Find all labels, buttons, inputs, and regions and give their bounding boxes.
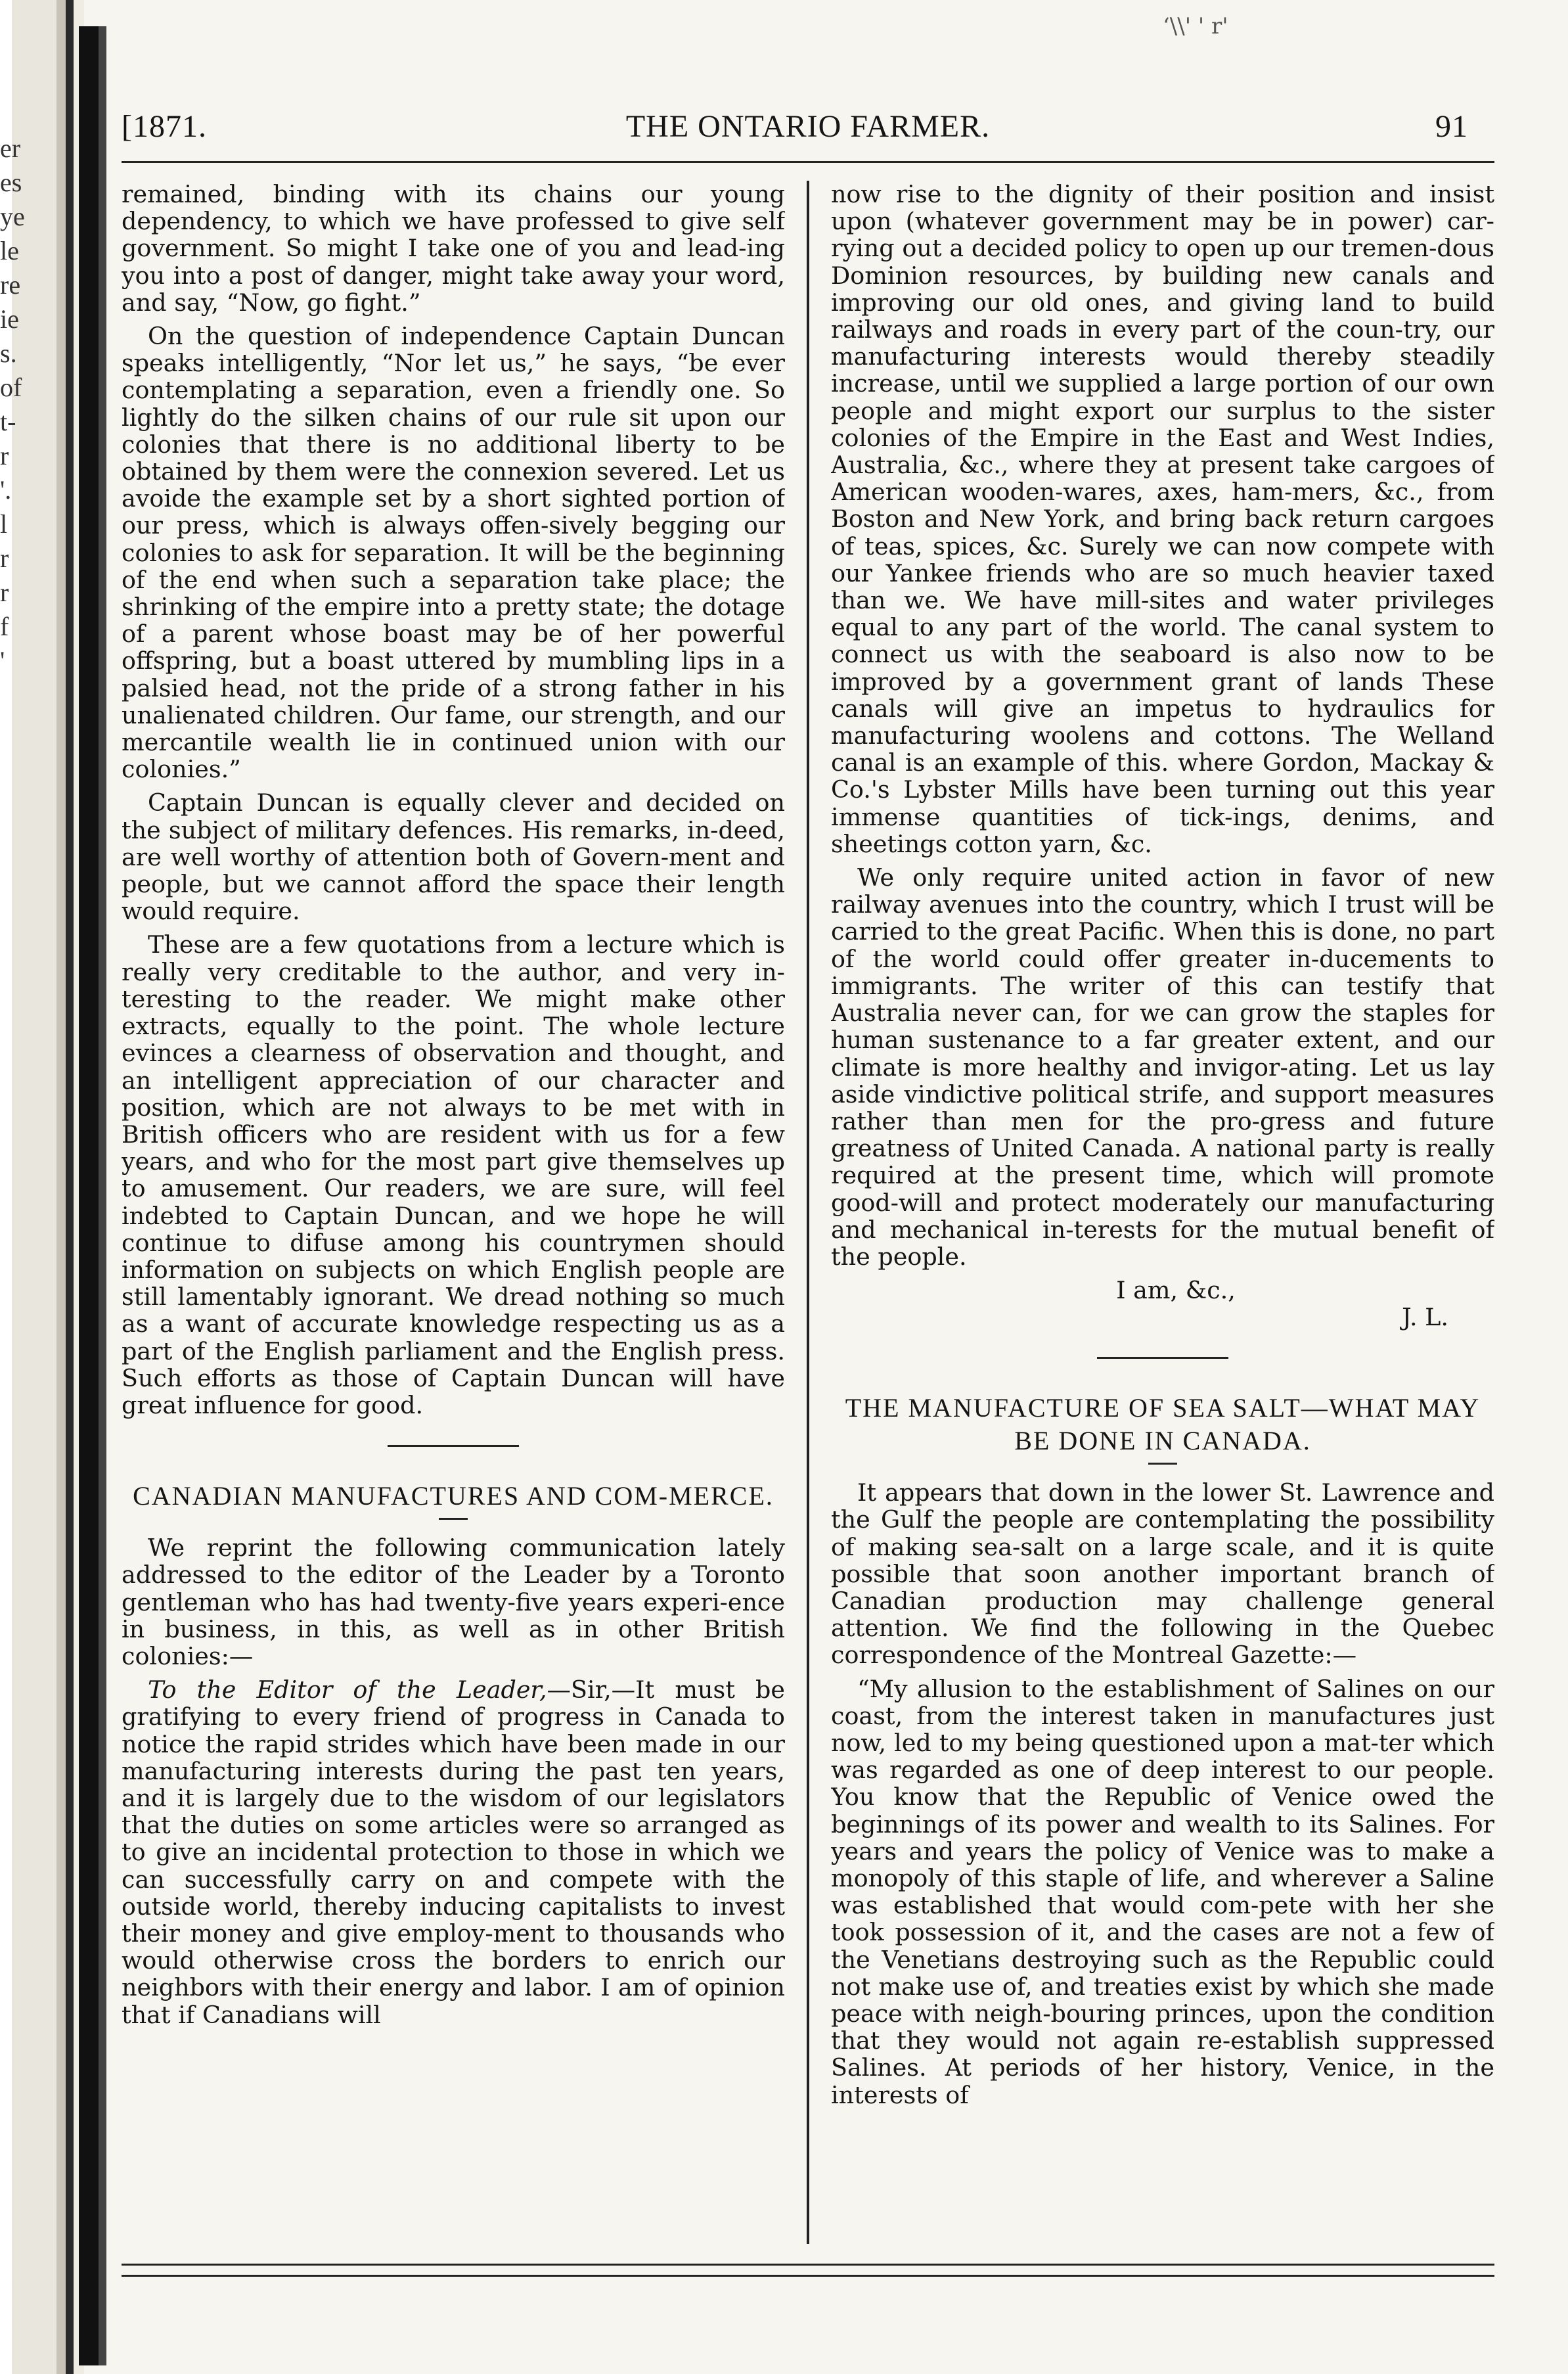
edge-fragment: er	[0, 133, 21, 163]
edge-fragment: r	[0, 543, 9, 573]
edge-fragment: r	[0, 578, 9, 607]
edge-fragment: '.	[0, 475, 12, 505]
paragraph: It appears that down in the lower St. Lawrence and the Gulf the people are contemplating the possibility of making sea-salt on a large scale, and it is quite possible that soon another important branch of Canadian production may challenge general attention. We find the following in the Quebec correspondence of the Montreal Gazette:—	[831, 1478, 1494, 1670]
edge-fragment: of	[0, 373, 22, 402]
page-header	[122, 102, 1494, 163]
edge-fragment: r	[0, 441, 9, 470]
top-marks: ‘\\' ' r'	[1163, 13, 1228, 39]
edge-fragment: le	[0, 236, 19, 265]
binding-shadow	[79, 26, 106, 2365]
letter-signoff: I am, &c.,	[1116, 1276, 1236, 1305]
paragraph: “My allusion to the establishment of Salines on our coast, from the interest taken in manufactures just now, led to my being questioned upon a mat-ter which was regarded as one of deep interest to our people. You know that the Republic of Venice owed the beginnings of its power and wealth to its Salines. For years and years the policy of Venice was to make a monopoly of this staple of life, and wherever a Saline was established that would com-pete with her she took possession of it, and the cases are not a few of the Venetians destroying such as the Republic could not make use of, and treaties exist by which she made peace with neigh-bouring princes, upon the condition that they would not again re-establish suppressed Salines. At periods of her history, Venice, in the interests of	[831, 1674, 1494, 2109]
edge-fragment: l	[0, 509, 8, 539]
edge-fragment: ye	[0, 202, 25, 231]
text-columns	[122, 181, 1494, 2244]
title-dash	[439, 1518, 468, 1520]
edge-fragment: s.	[0, 338, 17, 368]
letter-salutation: To the Editor of the Leader,	[148, 1676, 547, 1704]
edge-fragment: es	[0, 168, 22, 197]
paragraph: On the question of independence Captain Duncan speaks intelligently, “Nor let us,” he says, “be ever contemplating a separation, even a friendly one. So lightly do the silken chains of our rule sit upon our colonies that there is no additional liberty to be obtained by them were the connexion severed. Let us avoide the example set by a short sighted portion of our press, which is always offen-sively begging our colonies to ask for separation. It will be the beginning of the end when such a separation take place; the shrinking of the empire into a pretty state; the dotage of a parent whose boast may be of her powerful offspring, but a boast uttered by mumbling lips in a palsied head, not the pride of a strong father in his unalienated children. Our fame, our strength, and our mercantile wealth lie in continued union with our colonies.”	[122, 322, 785, 784]
edge-fragment: re	[0, 270, 21, 300]
header-title: THE ONTARIO FARMER.	[625, 109, 991, 144]
letter-paragraph	[122, 1676, 785, 2028]
paragraph: now rise to the dignity of their position and insist upon (whatever government may be in power) car-rying out a decided policy to open up our tremen-dous Dominion resources, by building new canals and improving our old ones, and giving land to build railways and roads in every part of the coun-try, our manufacturing interests would thereby steadily increase, until we supplied a large portion of our own people and might export our surplus to the sister colonies of the Empire in the East and West Indies, Australia, &c., where they at present take cargoes of American wooden-wares, axes, ham-mers, &c., from Boston and New York, and bring back return cargoes of teas, spices, &c. Surely we can now compete with our Yankee friends who are so much heavier taxed than we. We have mill-sites and water privileges equal to any part of the world. The canal system to connect us with the seaboard is also now to be improved by a government grant of lands These canals will give an impetus to hydraulics for manufacturing woolens and cottons. The Welland canal is an example of this. where Gordon, Mackay & Co.'s Lybster Mills have been turning out this year immense quantities of tick-ings, denims, and sheetings cotton yarn, &c.	[831, 181, 1494, 858]
left-column	[122, 181, 785, 2244]
edge-fragment: t-	[0, 407, 16, 436]
section-title: CANADIAN MANUFACTURES AND COM-MERCE.	[133, 1481, 774, 1511]
paragraph: Captain Duncan is equally clever and decided on the subject of military defences. His remarks, in-deed, are well worthy of attention both of Govern-ment and people, but we cannot afford the space their length would require.	[122, 788, 785, 926]
page-number: 91	[1435, 109, 1468, 144]
column-rule	[807, 181, 809, 2244]
newspaper-page	[122, 102, 1494, 2310]
letter-body: —Sir,—It must be gratifying to every friend of progress in Canada to notice the rapid strides which have been made in our manufacturing interests during the past ten years, and it is largely due to the wisdom of our legislators that the duties on some articles were so arranged as to give an incidental protection to those in which we can successfully carry on and compete with the outside world, thereby inducing capitalists to invest their money and give employ-ment to thousands who would otherwise cross the borders to enrich our neighbors with their energy and labor. I am of opinion that if Canadians will	[122, 1676, 785, 2029]
edge-fragment: '	[0, 646, 5, 675]
header-year: [1871.	[122, 109, 207, 144]
footer-rule	[122, 2275, 1494, 2277]
footer-rule	[122, 2264, 1494, 2266]
letter-signature: J. L.	[1402, 1303, 1448, 1332]
paragraph: We only require united action in favor of new railway avenues into the country, which I trust will be carried to the great Pacific. When this is done, no part of the world could offer greater in-ducements to immigrants. The writer of this can testify that Australia never can, for we can grow the staples for human sustenance to a far greater extent, and our climate is more healthy and invigor-ating. Let us lay aside vindictive political strife, and support measures rather than men for the pro-gress and future greatness of United Canada. A national party is really required at the present time, which will promote good-will and protect moderately our manufacturing and mechanical in-terests for the mutual benefit of the people.	[831, 863, 1494, 1271]
footer-rules	[122, 2264, 1494, 2286]
edge-fragment: ie	[0, 304, 19, 334]
right-column	[831, 181, 1494, 2244]
section-divider	[1097, 1357, 1228, 1359]
paragraph: These are a few quotations from a lecture which is really very creditable to the author, and very in-teresting to the reader. We might make other extracts, equally to the point. The whole lecture evinces a clearness of observation and thought, and an intelligent appreciation of our character and position, which are not always to be met with in British officers who are resident with us for a few years, and who for the most part give themselves up to amusement. Our readers, we are sure, will feel indebted to Captain Duncan, and we hope he will continue to difuse among his countrymen should information on subjects on which English people are still lamentably ignorant. We dread nothing so much as a want of accurate knowledge respecting us as a part of the English parliament and the English press. Such efforts as those of Captain Duncan will have great influence for good.	[122, 930, 785, 1419]
title-dash	[1148, 1463, 1177, 1465]
adjacent-page-fragments	[0, 131, 39, 678]
edge-fragment: f	[0, 612, 9, 641]
paragraph: We reprint the following communication lately addressed to the editor of the Leader by a Toronto gentleman who has had twenty-five years experi-ence in business, in this, as well as in other British colonies:—	[122, 1534, 785, 1670]
paragraph: remained, binding with its chains our young dependency, to which we have professed to give self government. So might I take one of you and lead-ing you into a post of danger, might take away your word, and say, “Now, go fight.”	[122, 181, 785, 317]
section-divider	[388, 1445, 519, 1447]
section-title: THE MANUFACTURE OF SEA SALT—WHAT MAY BE DONE IN CANADA.	[845, 1393, 1481, 1456]
